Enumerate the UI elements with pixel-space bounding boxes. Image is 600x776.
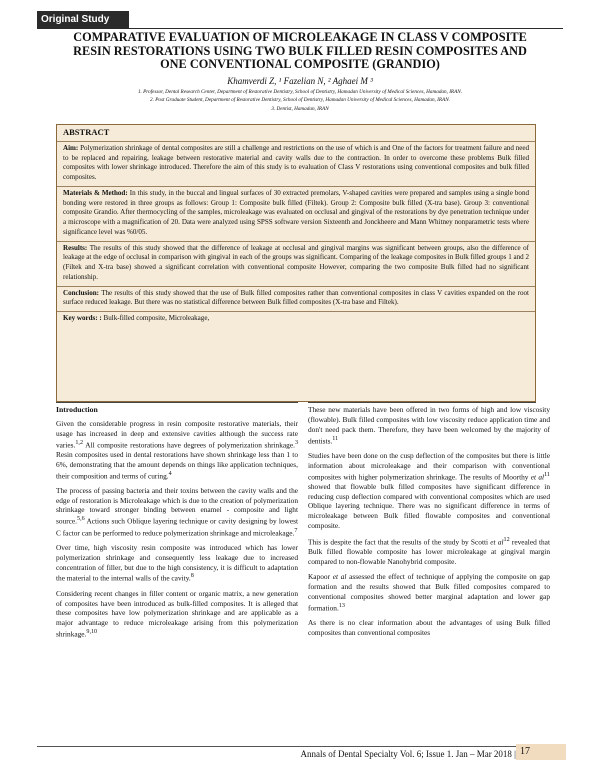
- citation: 11: [332, 435, 339, 442]
- right-column: [308, 405, 550, 642]
- right-p1-text: These new materials have been offered in two forms of high and low viscosity (flowable). Bulk filled composites with low viscosity reduce application time and don't need pack them. Therefore, they have been welcomed by the majority of dentists.: [308, 405, 550, 445]
- journal-citation: Annals of Dental Specialty Vol. 6; Issue 1. Jan – Mar 2018 |: [300, 749, 516, 759]
- et-al: et al: [332, 571, 347, 581]
- affiliation-1: 1. Professor, Dental Research Center, Department of Restorative Dentistry, School of Dentistry, Hamadan University of Medical Sciences, Hamadan, IRAN.: [137, 89, 463, 95]
- intro-p2b-text: Actions such Oblique layering technique or cavity designing by lowest C factor can be performed to reduce polymerization shrinkage and microleakage.: [56, 516, 298, 538]
- methods-label: Materials & Method:: [63, 188, 128, 197]
- intro-p4-text: Considering recent changes in filler content or organic matrix, a new generation of composites have been introduced as bulk-filled composites. It is alleged that these composites have low polymerization shrinkage and are applicable as a major advantage to reduce microleakage arising from this polymerization shrinkage.: [56, 588, 298, 639]
- intro-p3-text: Over time, high viscosity resin composite was introduced which has lower polymerization shrinkage and consequently less leakage due to increased concentration of filler, but due to the high consistency, it is difficult to adaptation the material to the internal walls of the cavity.: [56, 542, 298, 583]
- abstract-rule: [57, 241, 535, 242]
- right-paragraph-5: [308, 618, 550, 638]
- title-line-3: ONE CONVENTIONAL COMPOSITE (GRANDIO): [160, 57, 440, 71]
- article-title: [37, 31, 563, 72]
- right-paragraph-1: [308, 405, 550, 446]
- results-text: The results of this study showed that the difference of leakage at occlusal and gingival margins was significant between groups, also the difference of leakage at the edge of occlusal in comparison with gingival in each of the groups was significant. Comparing of the leakage composites in Bulk filled groups 1 and 2 (Filtek and X-tra base) showed a significant correlation with conventional composite However, comparing the two composite Bulk filled had no significant relationship.: [63, 243, 530, 281]
- conclusion-text: The results of this study showed that the use of Bulk filled composites rather than conventional composites in class V cavities expanded on the root surface reduced leakage. But there was no statistical difference between Bulk filled composites (X-tra base and Filtek).: [63, 288, 529, 307]
- methods-text: In this study, in the buccal and lingual surfaces of 30 extracted premolars, V-shaped cavities were prepared and samples using a single bond bonding were restored in three groups as follows: Group 1: Composite bulk filled (Filtek). Group 2: Composite bulk filled (X-tra base). Group 3: conventional composite Grandio. After thermocycling of the samples, microleakage was evaluated on occlusal and gingival of the restorations by dye penetration technique under a microscope with a magnification of 20. Data were analyzed using SPSS software version Sixteenth and Jonckheere and Mann Whitney nonparametric tests where significance level was %0/05.: [63, 188, 530, 236]
- abstract-box: [56, 124, 536, 402]
- right-p3-text: This is despite the fact that the results of the study by Scotti: [308, 537, 491, 547]
- intro-paragraph-2: [56, 486, 298, 538]
- abstract-rule: [57, 286, 535, 287]
- citation: 5,6: [77, 516, 85, 523]
- right-p2b-text: showed that flowable bulk filled composites have significant difference in reducing cusp deflection compared with conventional composites which are used Oblique layering technique. There was no significant difference in terms of microleakage between Bulk filled flowable composites and conventional composite.: [308, 481, 550, 531]
- citation: 13: [338, 602, 345, 609]
- citation: 11: [544, 471, 550, 478]
- citation: 3: [294, 439, 298, 446]
- column-rule-right: [308, 402, 536, 403]
- article-type-banner: Original Study: [37, 11, 129, 28]
- abstract-aim: [63, 144, 529, 183]
- citation: 8: [190, 573, 194, 580]
- title-line-2: RESIN RESTORATIONS USING TWO BULK FILLED RESIN COMPOSITES AND: [73, 43, 527, 58]
- abstract-rule: [57, 141, 535, 142]
- right-paragraph-4: [308, 572, 550, 613]
- intro-p1b-text: All composite restorations have degrees of polymerization shrinkage.: [83, 439, 295, 449]
- abstract-heading: ABSTRACT: [63, 127, 110, 137]
- intro-paragraph-3: [56, 543, 298, 584]
- abstract-rule: [57, 186, 535, 187]
- right-p3b-text: revealed that Bulk filled flowable composite has lower microleakage at gingival margin compared to non-flowable Nanohybrid composite.: [308, 537, 550, 567]
- abstract-rule: [57, 311, 535, 312]
- affiliation-2: 2. Post Graduate Student, Department of Restorative Dentistry, School of Dentistry, Hamadan University of Medical Sciences, Hamadan, IRAN.: [150, 97, 450, 104]
- affiliations: [37, 88, 563, 113]
- abstract-methods: [63, 189, 529, 238]
- abstract-results: [63, 244, 529, 283]
- column-rule-left: [56, 402, 298, 403]
- author-list: Khamverdi Z, ¹ Fazelian N, ² Aghaei M ³: [227, 76, 373, 86]
- page-number: 17: [516, 744, 566, 760]
- footer-rule: [37, 746, 563, 747]
- abstract-conclusion: [63, 289, 529, 309]
- intro-paragraph-4: [56, 589, 298, 640]
- et-al: et al: [490, 537, 504, 547]
- et-al: et al: [530, 471, 545, 481]
- right-p4b-text: assessed the effect of technique of applying the composite on gap formation and the results showed that Bulk filled composites compared to conventional composites showed better marginal adaptation and lower gap formation.: [308, 571, 550, 612]
- conclusion-label: Conclusion:: [63, 288, 100, 297]
- right-paragraph-3: [308, 536, 550, 567]
- citation: 1,2: [75, 439, 84, 446]
- citation: 9,10: [86, 629, 98, 636]
- keywords-label: Key words: :: [63, 314, 102, 322]
- affiliation-3: 3. Dentist, Hamadan, IRAN: [271, 105, 329, 112]
- introduction-heading: Introduction: [56, 405, 98, 414]
- aim-label: Aim:: [63, 143, 79, 152]
- citation: 12: [503, 537, 510, 543]
- right-paragraph-2: [308, 451, 550, 531]
- citation: 4: [168, 470, 172, 477]
- intro-p1c-text: Resin composites used in dental restorations have shown shrinkage less than 1 to 6%, demonstrating that the amount depends on things like application techniques, their composition and terms of curing.: [56, 449, 298, 480]
- right-p2-text: Studies have been done on the cusp deflection of the composites but there is little information about microleakage and their comparison with conventional composites with higher polymerization shrinkage. The results of Moorthy: [308, 450, 550, 481]
- intro-p1-text: Given the considerable progress in resin composite restorative materials, their usage has increased in deep and extensive cavities although the success rate varies.: [56, 418, 298, 449]
- results-label: Results:: [63, 243, 88, 252]
- banner-rule: [37, 28, 563, 29]
- right-p5-text: As there is no clear information about the advantages of using Bulk filled composites than conventional composites: [308, 617, 550, 637]
- title-line-1: COMPARATIVE EVALUATION OF MICROLEAKAGE IN CLASS V COMPOSITE: [73, 30, 527, 44]
- right-p4-text: Kapoor: [308, 571, 333, 581]
- aim-text: Polymerization shrinkage of dental composites are still a challenge and restrictions on the use of which is and One of the factors for treatment failure and need to be replaced and repairing, leakage between restorative material and cavity walls due to the contraction. In order to overcome these problems Bulk filled composites with lower shrinkage introduced. Therefore the aim of this study is to evaluation of Class V restorations using conventional composites and bulk filled composites.: [63, 143, 530, 181]
- intro-paragraph-1: [56, 419, 298, 481]
- abstract-keywords: [63, 314, 529, 324]
- keywords-text: Bulk-filled composite, Microleakage,: [103, 314, 210, 322]
- left-column: [56, 405, 298, 644]
- intro-p2-text: The process of passing bacteria and their toxins between the cavity walls and the edge of restoration is Microleakage which is due to the creation of polymerization shrinkage toward stronger binding between enamel - composite and light source.: [56, 485, 298, 526]
- citation: 7: [294, 527, 298, 534]
